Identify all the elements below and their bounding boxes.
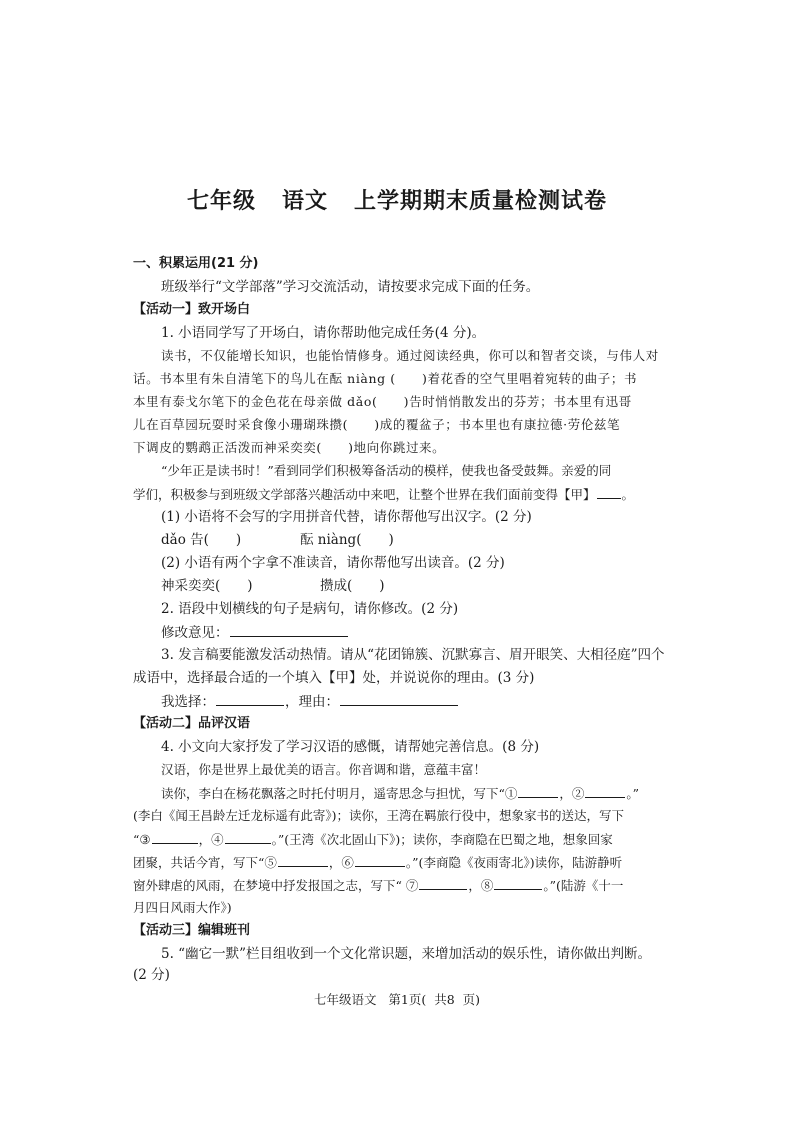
sub1-item-b: 酝 niàng( ) (300, 532, 394, 548)
sub-question-1: (1) 小语将不会写的字用拼音代替，请你帮他写出汉字。(2 分) (161, 509, 532, 525)
choice-blank[interactable] (216, 692, 284, 706)
page-footer: 七年级语文 第1页( 共8 页) (314, 992, 480, 1007)
answer-line-revision (161, 623, 349, 642)
question-3: 3. 发言稿要能激发活动热情。请从“花团锦簇、沉默寡言、眉开眼笑、大相径庭”四个 (161, 647, 665, 663)
revision-blank[interactable] (230, 623, 348, 637)
passage-line: 本里有泰戈尔笔下的金色花在母亲做 dǎo( )告时悄悄散发出的芬芳；书本里有迅哥 (133, 394, 632, 409)
activity1-heading: 【活动一】致开场白 (133, 302, 251, 317)
blank-4[interactable] (225, 830, 271, 844)
exam-title: 七年级 语文 上学期期末质量检测试卷 (187, 189, 607, 214)
sub2-item-b: 攒成( ) (320, 578, 385, 594)
revision-label: 修改意见： (161, 625, 229, 641)
passage-line: “少年正是读书时！”看到同学们积极筹备活动的模样，使我也备受鼓舞。亲爱的同 (161, 463, 612, 478)
fill-text: 读你，李白在杨花飘落之时托付明月，遥寄思念与担忧，写下“① (161, 786, 518, 801)
passage-line: 儿在百草园玩耍时采食像小珊瑚珠攒( )成的覆盆子；书本里也有康拉德·劳伦兹笔 (133, 417, 621, 432)
section-heading: 一、积累运用(21 分) (133, 256, 259, 271)
fill-line-1: 读你，李白在杨花飘落之时托付明月，遥寄思念与担忧，写下“① ，② 。” (161, 786, 640, 801)
fill-line-4: 团聚，共话今宵，写下“⑤ ，⑥ 。”(李商隐《夜雨寄北》)读你，陆游静听 (133, 855, 623, 870)
passage-line: 话。书本里有朱自清笔下的鸟儿在酝 niàng ( )着花香的空气里唱着宛转的曲子；书 (133, 371, 638, 386)
passage-line: 下调皮的鹦鹉正活泼而神采奕奕( )地向你跳过来。 (133, 440, 446, 455)
fill-line-3: “③ ，④ 。”(王湾《次北固山下》)；读你，李商隐在巴蜀之地，想象回家 (133, 832, 613, 847)
question-5: 5. “幽它一默”栏目组收到一个文化常识题，来增加活动的娱乐性，请你做出判断。 (161, 946, 651, 962)
answer-line-choice (161, 692, 459, 711)
blank-1[interactable] (518, 784, 558, 798)
section-intro: 班级举行“文学部落”学习交流活动，请按要求完成下面的任务。 (161, 279, 540, 295)
sub2-item-a: 神采奕奕( ) (161, 578, 253, 594)
reason-blank[interactable] (340, 692, 458, 706)
fill-line-2: (李白《闻王昌龄左迁龙标遥有此寄》)；读你，王湾在羁旅行役中，想象家书的送达，写下 (133, 808, 625, 823)
blank-8[interactable] (494, 876, 542, 890)
blank-2[interactable] (585, 784, 625, 798)
question-3-cont: 成语中，选择最合适的一个填入【甲】处，并说说你的理由。(3 分) (133, 670, 535, 686)
question-4: 4. 小文向大家抒发了学习汉语的感慨，请帮她完善信息。(8 分) (161, 739, 540, 755)
fill-line-5: 窗外肆虐的风雨，在梦境中抒发报国之志，写下“ ⑦ ，⑧ 。”(陆游《十一 (133, 878, 624, 893)
sub-question-2: (2) 小语有两个字拿不准读音，请你帮他写出读音。(2 分) (161, 555, 505, 571)
blank-jia[interactable] (597, 485, 621, 499)
blank-7[interactable] (419, 876, 467, 890)
choose-label: 我选择： (161, 694, 215, 710)
question-1: 1. 小语同学写了开场白，请你帮助他完成任务(4 分)。 (161, 325, 486, 341)
activity2-heading: 【活动二】品评汉语 (133, 716, 251, 731)
question-2: 2. 语段中划横线的句子是病句，请你修改。(2 分) (161, 601, 459, 617)
passage-text: 学们，积极参与到班级文学部落兴趣活动中来吧，让整个世界在我们面前变得【甲】 (133, 487, 596, 502)
blank-5[interactable] (278, 853, 328, 867)
blank-6[interactable] (355, 853, 405, 867)
sub1-item-a: dǎo 告( ) (161, 532, 242, 548)
activity3-heading: 【活动三】编辑班刊 (133, 923, 251, 938)
fill-line-6: 月四日风雨大作》) (133, 900, 232, 915)
passage-line: 读书，不仅能增长知识，也能怡情修身。通过阅读经典，你可以和智者交谈，与伟人对 (161, 348, 659, 363)
passage-line: 汉语，你是世界上最优美的语言。你音调和谐，意蕴丰富！ (161, 762, 487, 777)
reason-label: ，理由： (285, 694, 339, 710)
blank-3[interactable] (152, 830, 198, 844)
passage-line-with-blank: 学们，积极参与到班级文学部落兴趣活动中来吧，让整个世界在我们面前变得【甲】 。 (133, 487, 635, 502)
question-5-points: (2 分) (133, 967, 170, 983)
